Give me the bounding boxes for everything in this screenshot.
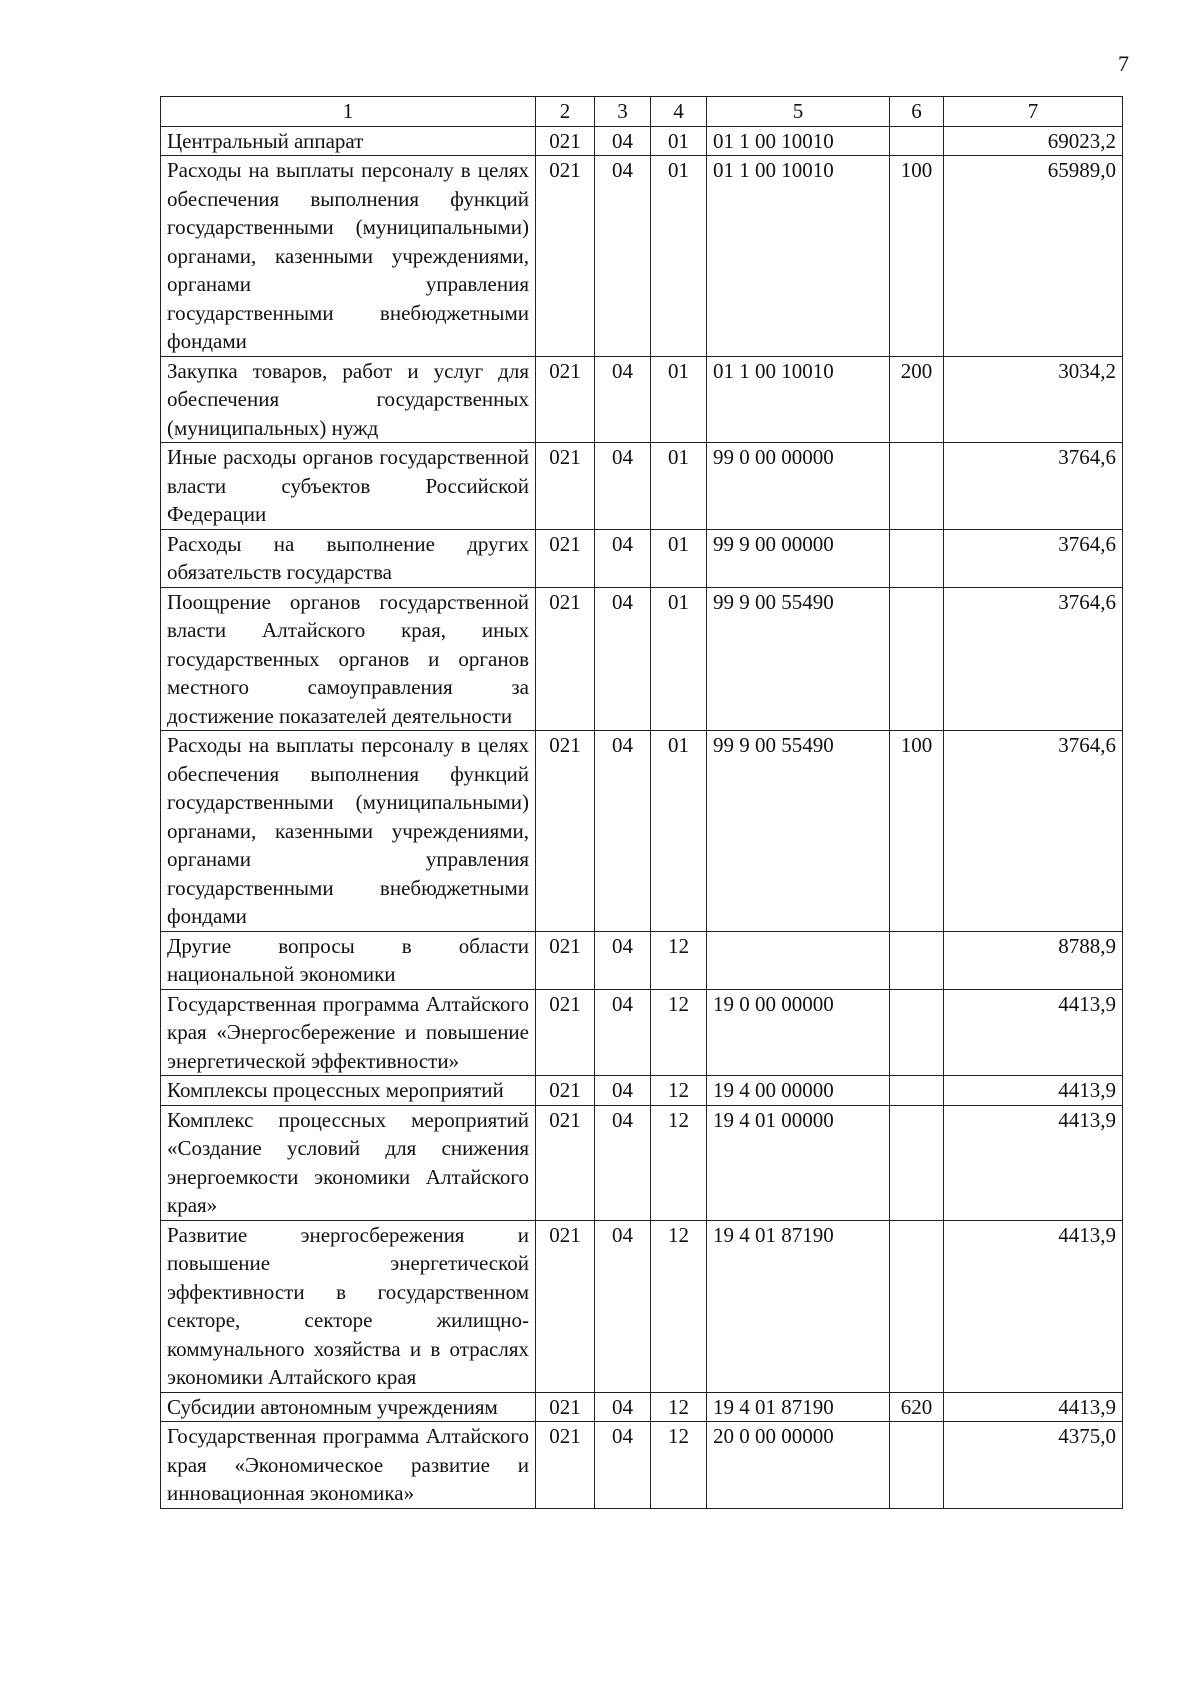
row-subsection-code: 12 (651, 1422, 707, 1509)
row-target-article: 01 1 00 10010 (707, 126, 890, 156)
header-col-2: 2 (536, 97, 595, 127)
table-row (161, 443, 1123, 530)
row-expense-type (890, 126, 944, 156)
row-ministry-code: 021 (536, 931, 595, 989)
header-col-5: 5 (707, 97, 890, 127)
row-amount: 3034,2 (944, 356, 1123, 443)
table-row (161, 126, 1123, 156)
row-expense-type (890, 529, 944, 587)
row-name: Расходы на выполнение других обязательств государства (161, 529, 536, 587)
row-name: Другие вопросы в области национальной экономики (161, 931, 536, 989)
row-expense-type: 100 (890, 731, 944, 932)
table-row (161, 1076, 1123, 1106)
row-expense-type: 200 (890, 356, 944, 443)
row-section-code: 04 (595, 529, 651, 587)
row-subsection-code: 01 (651, 731, 707, 932)
row-name: Субсидии автономным учреждениям (161, 1392, 536, 1422)
table-row (161, 1422, 1123, 1509)
row-amount: 4413,9 (944, 1392, 1123, 1422)
row-name: Развитие энергосбережения и повышение энергетической эффективности в государственном секторе, секторе жилищно-коммунального хозяйства и в отраслях экономики Алтайского края (161, 1220, 536, 1392)
header-col-1: 1 (161, 97, 536, 127)
row-target-article: 20 0 00 00000 (707, 1422, 890, 1509)
table-row (161, 156, 1123, 357)
row-name: Расходы на выплаты персоналу в целях обеспечения выполнения функций государственными (муниципальными) органами, казенными учреждениями, органами управления государственными внебюджетными фондами (161, 731, 536, 932)
row-target-article: 19 0 00 00000 (707, 989, 890, 1076)
header-col-3: 3 (595, 97, 651, 127)
row-name: Иные расходы органов государственной власти субъектов Российской Федерации (161, 443, 536, 530)
table-row (161, 587, 1123, 731)
row-expense-type (890, 587, 944, 731)
table-row (161, 931, 1123, 989)
row-expense-type (890, 1105, 944, 1220)
row-ministry-code: 021 (536, 587, 595, 731)
row-subsection-code: 01 (651, 587, 707, 731)
row-section-code: 04 (595, 156, 651, 357)
row-ministry-code: 021 (536, 443, 595, 530)
row-expense-type: 100 (890, 156, 944, 357)
row-expense-type (890, 931, 944, 989)
table-row (161, 1392, 1123, 1422)
row-ministry-code: 021 (536, 156, 595, 357)
row-section-code: 04 (595, 989, 651, 1076)
table-row (161, 731, 1123, 932)
row-name: Центральный аппарат (161, 126, 536, 156)
row-section-code: 04 (595, 587, 651, 731)
row-amount: 69023,2 (944, 126, 1123, 156)
row-subsection-code: 01 (651, 443, 707, 530)
row-amount: 4375,0 (944, 1422, 1123, 1509)
table-row (161, 989, 1123, 1076)
table-row (161, 529, 1123, 587)
row-name: Государственная программа Алтайского края «Экономическое развитие и инновационная экономика» (161, 1422, 536, 1509)
row-section-code: 04 (595, 1220, 651, 1392)
row-name: Комплекс процессных мероприятий «Создание условий для снижения энергоемкости экономики Алтайского края» (161, 1105, 536, 1220)
header-col-6: 6 (890, 97, 944, 127)
table-row (161, 1220, 1123, 1392)
row-target-article: 01 1 00 10010 (707, 356, 890, 443)
row-amount: 4413,9 (944, 1105, 1123, 1220)
row-section-code: 04 (595, 126, 651, 156)
page-number: 7 (1118, 51, 1129, 76)
header-row (161, 97, 1123, 127)
row-ministry-code: 021 (536, 1392, 595, 1422)
row-subsection-code: 01 (651, 529, 707, 587)
row-ministry-code: 021 (536, 1220, 595, 1392)
row-section-code: 04 (595, 1076, 651, 1106)
row-subsection-code: 01 (651, 156, 707, 357)
row-ministry-code: 021 (536, 1105, 595, 1220)
row-amount: 4413,9 (944, 1220, 1123, 1392)
table-header (161, 97, 1123, 127)
header-col-7: 7 (944, 97, 1123, 127)
header-col-4: 4 (651, 97, 707, 127)
row-section-code: 04 (595, 443, 651, 530)
row-amount: 8788,9 (944, 931, 1123, 989)
row-target-article: 19 4 01 87190 (707, 1392, 890, 1422)
row-ministry-code: 021 (536, 1422, 595, 1509)
row-expense-type: 620 (890, 1392, 944, 1422)
row-expense-type (890, 989, 944, 1076)
row-amount: 4413,9 (944, 989, 1123, 1076)
row-amount: 65989,0 (944, 156, 1123, 357)
row-subsection-code: 12 (651, 1105, 707, 1220)
row-ministry-code: 021 (536, 989, 595, 1076)
row-ministry-code: 021 (536, 1076, 595, 1106)
row-subsection-code: 01 (651, 126, 707, 156)
row-subsection-code: 12 (651, 989, 707, 1076)
row-subsection-code: 01 (651, 356, 707, 443)
row-subsection-code: 12 (651, 1076, 707, 1106)
row-ministry-code: 021 (536, 126, 595, 156)
row-section-code: 04 (595, 1422, 651, 1509)
row-expense-type (890, 1076, 944, 1106)
row-target-article: 19 4 01 87190 (707, 1220, 890, 1392)
table-row (161, 356, 1123, 443)
row-expense-type (890, 443, 944, 530)
budget-table (160, 96, 1123, 1509)
row-amount: 3764,6 (944, 587, 1123, 731)
row-name: Поощрение органов государственной власти Алтайского края, иных государственных органов и органов местного самоуправления за достижение показателей деятельности (161, 587, 536, 731)
row-target-article (707, 931, 890, 989)
row-section-code: 04 (595, 931, 651, 989)
table-row (161, 1105, 1123, 1220)
row-amount: 3764,6 (944, 529, 1123, 587)
row-target-article: 19 4 01 00000 (707, 1105, 890, 1220)
row-expense-type (890, 1220, 944, 1392)
row-subsection-code: 12 (651, 931, 707, 989)
row-amount: 4413,9 (944, 1076, 1123, 1106)
row-target-article: 99 0 00 00000 (707, 443, 890, 530)
row-section-code: 04 (595, 356, 651, 443)
row-target-article: 19 4 00 00000 (707, 1076, 890, 1106)
row-amount: 3764,6 (944, 443, 1123, 530)
row-section-code: 04 (595, 1105, 651, 1220)
row-ministry-code: 021 (536, 356, 595, 443)
row-name: Комплексы процессных мероприятий (161, 1076, 536, 1106)
row-target-article: 99 9 00 55490 (707, 587, 890, 731)
row-section-code: 04 (595, 1392, 651, 1422)
row-target-article: 99 9 00 00000 (707, 529, 890, 587)
row-expense-type (890, 1422, 944, 1509)
row-amount: 3764,6 (944, 731, 1123, 932)
row-name: Государственная программа Алтайского края «Энергосбережение и повышение энергетической эффективности» (161, 989, 536, 1076)
row-ministry-code: 021 (536, 529, 595, 587)
row-target-article: 01 1 00 10010 (707, 156, 890, 357)
row-name: Расходы на выплаты персоналу в целях обеспечения выполнения функций государственными (муниципальными) органами, казенными учреждениями, органами управления государственными внебюджетными фондами (161, 156, 536, 357)
row-section-code: 04 (595, 731, 651, 932)
table-body (161, 126, 1123, 1508)
row-ministry-code: 021 (536, 731, 595, 932)
row-name: Закупка товаров, работ и услуг для обеспечения государственных (муниципальных) нужд (161, 356, 536, 443)
row-target-article: 99 9 00 55490 (707, 731, 890, 932)
row-subsection-code: 12 (651, 1220, 707, 1392)
row-subsection-code: 12 (651, 1392, 707, 1422)
